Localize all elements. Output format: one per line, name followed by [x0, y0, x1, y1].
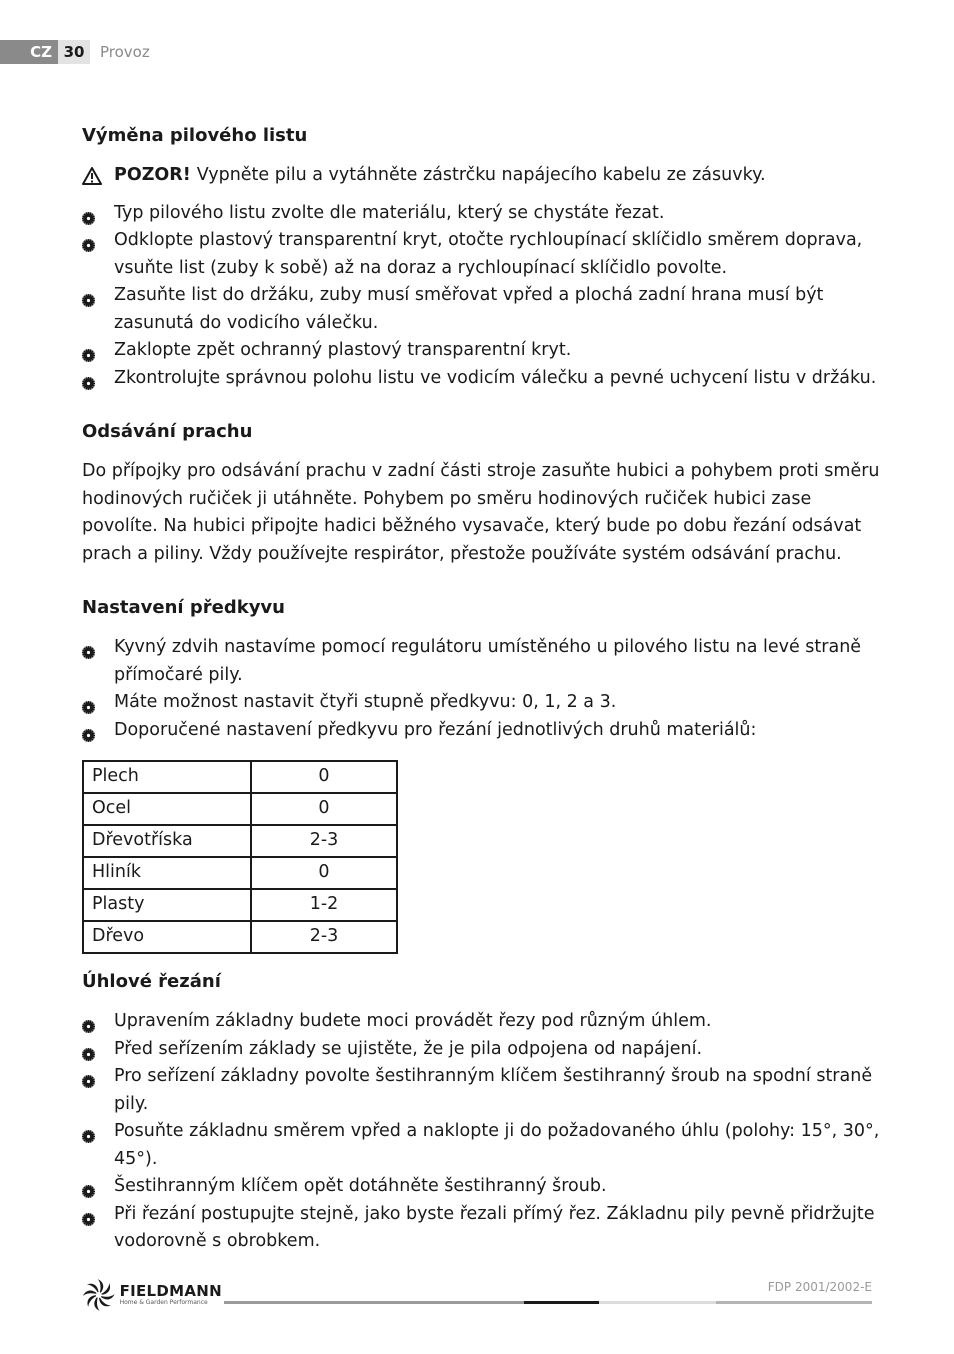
table-row: Plech 0 [83, 761, 397, 793]
page-header [0, 40, 150, 64]
footer-rule [599, 1301, 716, 1304]
language-badge: CZ [0, 40, 58, 64]
brand-logo [82, 1278, 222, 1312]
footer-rule [524, 1301, 599, 1304]
list-item: Doporučené nastavení předkyvu pro řezání jednotlivých druhů materiálů: [82, 717, 882, 745]
footer-rule [224, 1301, 524, 1304]
warning-triangle-icon [82, 167, 102, 185]
table-row: Dřevo 2-3 [83, 921, 397, 953]
gear-bullet-icon [82, 1015, 95, 1028]
list-item: Typ pilového listu zvolte dle materiálu, který se chystáte řezat. [82, 200, 882, 228]
gear-bullet-icon [82, 1070, 95, 1083]
list-item: Zaklopte zpět ochranný plastový transparentní kryt. [82, 337, 882, 365]
section-title-angle-cutting: Úhlové řezání [82, 971, 221, 992]
gear-bullet-icon [82, 1180, 95, 1193]
warning-text: Vypněte pilu a vytáhněte zástrčku napájecího kabelu ze zásuvky. [196, 165, 766, 185]
list-item: Před seřízením základy se ujistěte, že je pila odpojena od napájení. [82, 1036, 882, 1064]
gear-bullet-icon [82, 344, 95, 357]
list-item: Posuňte základnu směrem vpřed a naklopte ji do požadovaného úhlu (polohy: 15°, 30°, 45°). [82, 1118, 882, 1173]
gear-bullet-icon [82, 641, 95, 654]
gear-bullet-icon [82, 207, 95, 220]
list-item: Upravením základny budete moci provádět řezy pod různým úhlem. [82, 1008, 882, 1036]
page-number: 30 [58, 40, 90, 64]
blade-steps-list [82, 200, 882, 393]
page-footer [82, 1276, 872, 1316]
table-row: Dřevotříska 2-3 [83, 825, 397, 857]
section-title-blade-change: Výměna pilového listu [82, 125, 308, 146]
brand-tagline: Home & Garden Performance [119, 1299, 208, 1306]
gear-bullet-icon [82, 234, 95, 247]
section-name: Provoz [100, 43, 150, 61]
gear-bullet-icon [82, 1125, 95, 1138]
list-item: Kyvný zdvih nastavíme pomocí regulátoru umístěného u pilového listu na levé straně přímočaré pily. [82, 634, 882, 689]
gear-bullet-icon [82, 724, 95, 737]
gear-bullet-icon [82, 372, 95, 385]
warning-notice [82, 162, 882, 190]
angle-cutting-list [82, 1008, 882, 1256]
list-item: Šestihranným klíčem opět dotáhněte šestihranný šroub. [82, 1173, 882, 1201]
list-item: Při řezání postupujte stejně, jako byste řezali přímý řez. Základnu pily pevně přidržujte vodorovně s obrobkem. [82, 1201, 882, 1256]
warning-label: POZOR! [114, 165, 191, 185]
gear-bullet-icon [82, 289, 95, 302]
pendulum-list [82, 634, 882, 744]
list-item: Zasuňte list do držáku, zuby musí směřovat vpřed a plochá zadní hrana musí být zasunutá do vodicího válečku. [82, 282, 882, 337]
list-item: Odklopte plastový transparentní kryt, otočte rychloupínací sklíčidlo směrem doprava, vsuňte list (zuby k sobě) až na doraz a rychloupínací sklíčidlo povolte. [82, 227, 882, 282]
section-title-pendulum: Nastavení předkyvu [82, 597, 285, 618]
dust-extraction-text: Do přípojky pro odsávání prachu v zadní části stroje zasuňte hubici a pohybem proti směru hodinových ručiček ji utáhněte. Pohybem po směru hodinových ručiček hubici zase povolíte. Na hubici připojte hadici běžného vysavače, který bude po dobu řezání odsávat prach a piliny. Vždy používejte respirátor, přestože používáte systém odsávání prachu. [82, 461, 880, 564]
model-number: FDP 2001/2002-E [767, 1280, 872, 1294]
fan-logo-icon [82, 1278, 116, 1312]
table-row: Plasty 1-2 [83, 889, 397, 921]
list-item: Máte možnost nastavit čtyři stupně předkyvu: 0, 1, 2 a 3. [82, 689, 882, 717]
table-row: Hliník 0 [83, 857, 397, 889]
list-item: Zkontrolujte správnou polohu listu ve vodicím válečku a pevné uchycení listu v držáku. [82, 365, 882, 393]
table-row: Ocel 0 [83, 793, 397, 825]
gear-bullet-icon [82, 1208, 95, 1221]
footer-rule [716, 1301, 872, 1304]
gear-bullet-icon [82, 696, 95, 709]
gear-bullet-icon [82, 1043, 95, 1056]
page-content [82, 122, 882, 1256]
pendulum-settings-table [82, 760, 398, 954]
list-item: Pro seřízení základny povolte šestihranným klíčem šestihranný šroub na spodní straně pily. [82, 1063, 882, 1118]
brand-name: FIELDMANN [119, 1282, 222, 1300]
section-title-dust-extraction: Odsávání prachu [82, 421, 253, 442]
